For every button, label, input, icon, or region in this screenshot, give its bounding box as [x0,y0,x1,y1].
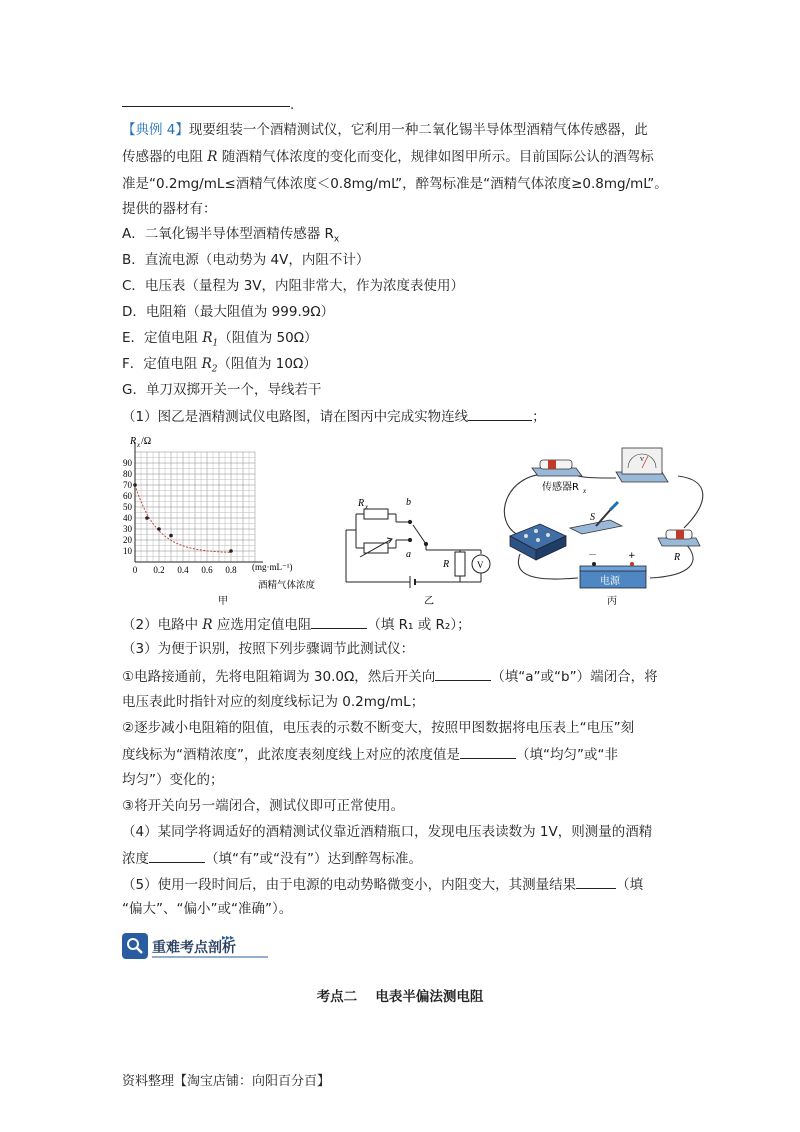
question-3-step-3: ③将开关向另一端闭合，测试仪即可正常使用。 [122,798,405,814]
x-tick-label: 0.2 [153,565,165,575]
data-point [145,516,149,520]
footer: 资料整理【淘宝店铺：向阳百分百】 [122,1074,331,1089]
data-point [229,549,233,553]
switch-component [570,502,622,534]
fixed-resistor-component [658,530,700,546]
x-axis-unit: (mg·mL⁻¹) [252,562,293,572]
resistance-box-component [510,524,566,560]
y-tick-label: 30 [123,524,132,534]
circuit-a-label: a [406,549,411,560]
data-point [169,534,173,538]
y-axis-label: R [130,436,137,447]
y-tick-label: 90 [123,458,132,468]
y-tick-label: 50 [123,502,132,512]
data-point [133,483,137,487]
answer-blank-2[interactable] [311,614,367,629]
question-1: （1）图乙是酒精测试仪电路图，请在图丙中完成实物连线 ； [122,406,546,427]
answer-blank-5[interactable] [149,848,205,863]
example-intro-line-1: 【典例 4】现要组装一个酒精测试仪，它利用一种二氧化锡半导体型酒精气体传感器，此 [122,122,648,138]
banner-icon-box [122,933,148,959]
y-tick-label: 10 [123,546,132,556]
question-4: （4）某同学将调适好的酒精测试仪靠近酒精瓶口，发现电压表读数为 1V，则测量的酒精 [122,824,653,840]
question-3-step-1: ①电路接通前，先将电阻箱调为 30.0Ω，然后开关向 （填“a”或“b”）端闭合，将 [122,666,658,687]
caption-jia: 甲 [218,596,228,607]
y-tick-label: 60 [123,491,132,501]
circuit-rx-sub: x [365,503,369,511]
y-axis-unit: /Ω [141,436,152,447]
example-intro-line-3: 准是“0.2mg/mL≤酒精气体浓度＜0.8mg/mL”，醉驾标准是“酒精气体浓度≥0.8mg/mL”。 [122,176,668,192]
figure [110,432,710,612]
banner-text: 重难考点剖析 [152,940,236,956]
switch-s-label: S [590,512,595,523]
top-blank-line [122,106,290,107]
meter-label: V [639,457,645,463]
answer-blank-3[interactable] [435,666,491,681]
example-tag: 【典例 4】 [122,122,189,138]
top-blank-dot: . [290,98,295,113]
item-g: G．单刀双掷开关一个，导线若干 [122,382,322,398]
question-3: （3）为便于识别，按照下列步骤调节此测试仪： [122,641,415,657]
question-3-step-2: ②逐步减小电阻箱的阻值，电压表的示数不断变大，按照甲图数据将电压表上“电压”刻 [122,720,635,736]
item-a: A．二氧化锡半导体型酒精传感器 $R_x$ [122,226,340,245]
key-points-banner [122,931,272,965]
y-tick-label: 20 [123,535,132,545]
item-b: B．直流电源（电动势为 4V，内阻不计） [122,252,370,268]
y-tick-label: 80 [123,469,132,479]
item-e: E．定值电阻 $R_1$（阻值为 50Ω） [122,330,318,349]
power-plus-label: + [628,551,636,561]
banner-arrows: ▸▸▸ [222,933,235,942]
x-tick-label: 0.8 [225,565,237,575]
apparatus-bing [504,448,702,588]
question-3-step-2-cont: 度线标为“酒精浓度”，此浓度表刻度线上对应的浓度值是 （填“均匀”或“非 [122,744,618,765]
voltmeter-component [616,448,668,482]
power-minus-label: － [588,551,598,561]
y-tick-label: 40 [123,513,132,523]
question-5: （5）使用一段时间后，由于电源的电动势略微变小，内阻变大，其测量结果 （填 [122,874,643,895]
circuit-rx-label: R [358,498,365,509]
sensor-component [532,460,582,476]
item-f: F．定值电阻 $R_2$（阻值为 10Ω） [122,356,317,375]
question-4-cont: 浓度 （填“有”或“没有”）达到醉驾标准。 [122,848,422,869]
answer-blank-4[interactable] [460,744,516,759]
circuit-r-label: R [443,559,450,570]
y-tick-label: 70 [123,480,132,490]
answer-blank-6[interactable] [576,874,616,889]
example-intro-line-2: 传感器的电阻 R 随酒精气体浓度的变化而变化，规律如图甲所示。目前国际公认的酒驾标 [122,149,654,165]
item-c: C．电压表（量程为 3V，内阻非常大，作为浓度表使用） [122,278,465,294]
x-tick-label: 0.4 [177,565,189,575]
power-supply-label: 电源 [600,576,620,587]
y-axis-label-sub: x [137,441,141,449]
x-axis-label: 酒精气体浓度 [258,581,316,591]
sensor-label-sub: x [583,487,587,495]
question-3-step-2-end: 均匀”）变化的； [122,772,224,788]
caption-yi: 乙 [424,596,434,607]
question-3-step-1-cont: 电压表此时指针对应的刻度线标记为 0.2mg/mL； [122,694,425,710]
data-point [157,527,161,531]
example-intro-line-4: 提供的器材有： [122,201,217,217]
x-tick-label: 0.6 [201,565,213,575]
x-tick-label: 0 [132,565,138,575]
answer-blank-1[interactable] [468,406,532,421]
section-title: 考点二 电表半偏法测电阻 [316,989,484,1005]
circuit-b-label: b [406,497,411,508]
question-2: （2）电路中 R 应选用定值电阻 （填 R₁ 或 R₂）； [122,614,471,635]
sensor-label: 传感器R [542,482,579,493]
apparatus-r-label: R [674,552,681,563]
item-d: D．电阻箱（最大阻值为 999.9Ω） [122,304,335,320]
circuit-voltmeter-label: V [477,560,484,570]
graph-jia [123,442,263,575]
caption-bing: 丙 [607,596,617,607]
circuit-yi [346,509,490,588]
question-5-cont: “偏大”、“偏小”或“准确”）。 [122,901,293,917]
